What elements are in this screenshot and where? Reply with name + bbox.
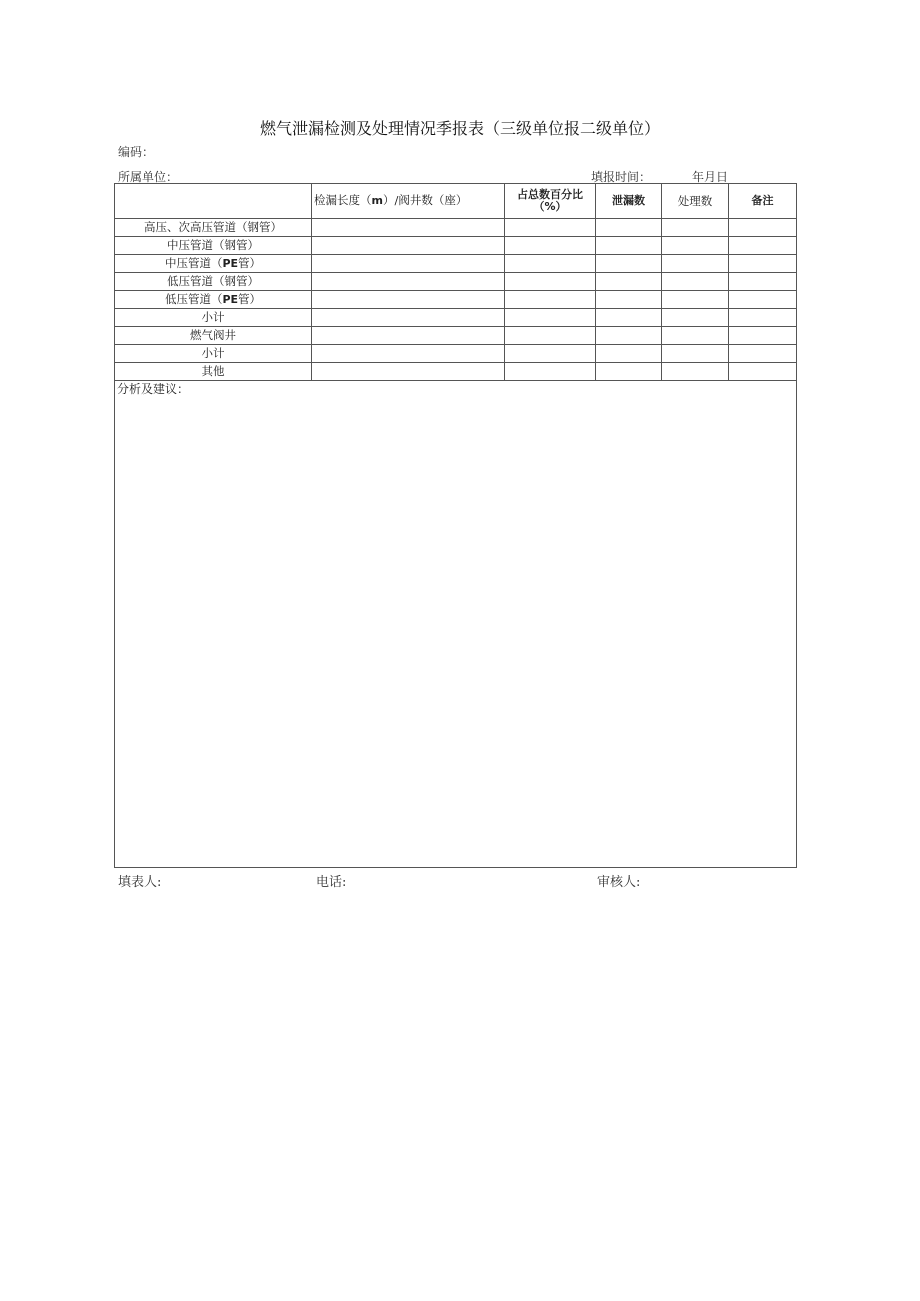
table-row: [115, 363, 797, 381]
analysis-row: [115, 381, 797, 868]
report-table: [114, 183, 797, 868]
row-label: 高压、次高压管道（钢管）: [115, 219, 312, 237]
table-row: [115, 273, 797, 291]
table-row: [115, 345, 797, 363]
table-row: [115, 237, 797, 255]
table-row: [115, 327, 797, 345]
row-label: 中压管道（钢管）: [115, 237, 312, 255]
unit-label: 所属单位：: [118, 170, 179, 184]
analysis-label: 分析及建议：: [117, 382, 190, 396]
reviewer-label: 审核人:: [597, 875, 641, 890]
row-label: 低压管道（PE管）: [115, 291, 312, 309]
header-empty-cell: [115, 184, 312, 219]
row-label: 小计: [115, 309, 312, 327]
fill-time-label: 填报时间：: [591, 170, 652, 184]
analysis-field[interactable]: [115, 381, 797, 868]
report-title: 燃气泄漏检测及处理情况季报表（三级单位报二级单位）: [259, 119, 660, 138]
header-leak-count: 泄漏数: [596, 184, 662, 219]
row-label: 燃气阀井: [115, 327, 312, 345]
table-row: [115, 255, 797, 273]
filler-label: 填表人:: [118, 875, 162, 890]
header-detection-length: 检漏长度（m）/阀井数（座）: [312, 184, 505, 219]
header-handled-count: 处理数: [662, 184, 729, 219]
row-label: 低压管道（钢管）: [115, 273, 312, 291]
phone-label: 电话:: [316, 875, 347, 890]
header-percent: 占总数百分比（%）: [505, 184, 596, 219]
table-row: [115, 219, 797, 237]
fill-date-placeholder: 年月日: [692, 170, 729, 184]
row-label: 其他: [115, 363, 312, 381]
row-label: 中压管道（PE管）: [115, 255, 312, 273]
code-label: 编码：: [118, 145, 155, 159]
table-header-row: [115, 184, 797, 219]
table-row: [115, 309, 797, 327]
row-label: 小计: [115, 345, 312, 363]
table-row: [115, 291, 797, 309]
header-remarks: 备注: [729, 184, 797, 219]
